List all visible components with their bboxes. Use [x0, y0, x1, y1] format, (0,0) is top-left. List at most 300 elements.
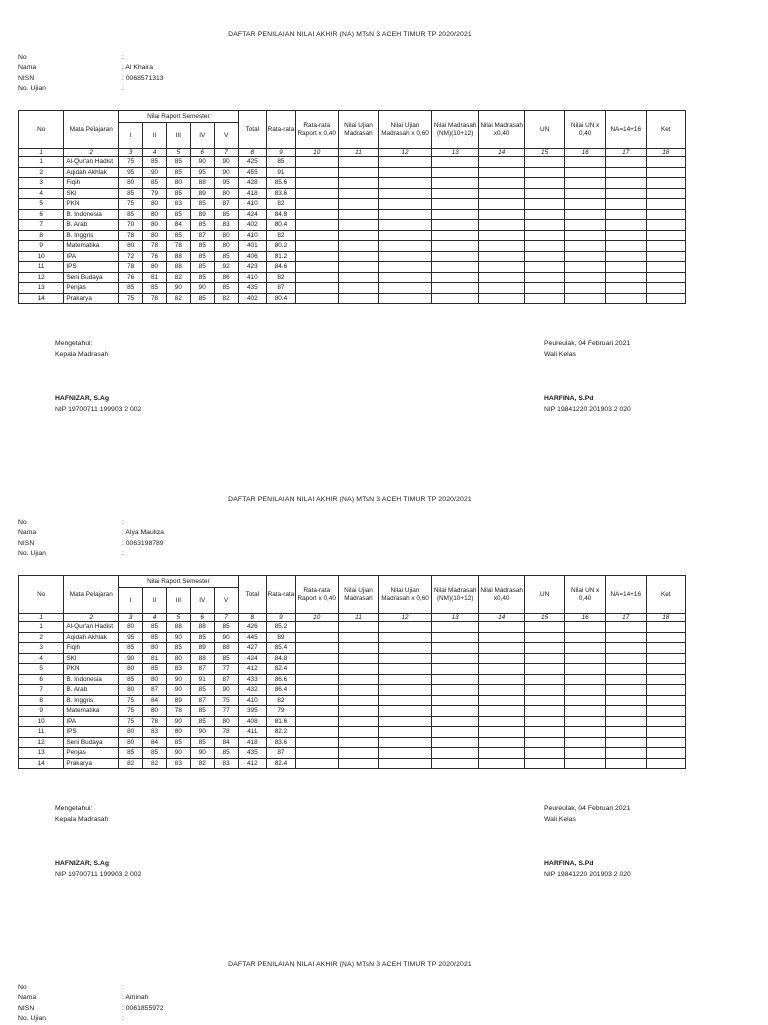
header-semester: III [166, 588, 190, 614]
grade-cell: 80 [143, 220, 167, 231]
grade-cell [338, 727, 379, 738]
header-ujian-x: Nilai Ujian Madrasah x 0,60 [379, 576, 432, 614]
subject-cell: B. Arab [64, 685, 119, 696]
field-label: No [18, 984, 27, 991]
grade-cell [605, 262, 646, 273]
grade-cell: 1 [19, 622, 64, 633]
header-semester: V [214, 588, 238, 614]
grade-table [18, 575, 686, 769]
column-index: 1 [19, 614, 64, 622]
column-index: 8 [238, 149, 267, 157]
grade-cell [295, 748, 338, 759]
grade-cell: 428 [238, 178, 267, 189]
column-index: 18 [646, 149, 686, 157]
column-index: 8 [238, 614, 267, 622]
grade-cell: 79 [143, 188, 167, 199]
grade-cell [379, 283, 432, 294]
grade-cell [431, 706, 479, 717]
grade-cell: 435 [238, 748, 267, 759]
column-index: 9 [267, 149, 296, 157]
grade-cell [646, 209, 686, 220]
grade-cell [646, 283, 686, 294]
grade-cell: 85 [143, 632, 167, 643]
grade-cell [605, 220, 646, 231]
ujian-field [18, 549, 164, 559]
wali-label: Wali Kelas [544, 351, 576, 358]
header-rapor: Nilai Raport Semester [119, 576, 238, 588]
column-index: 13 [431, 149, 479, 157]
column-index: 16 [565, 614, 606, 622]
grade-cell: 75 [119, 157, 143, 168]
table-row [19, 664, 686, 675]
grade-cell: 80 [143, 199, 167, 210]
grade-cell [646, 664, 686, 675]
field-value: : [122, 519, 124, 526]
header-semester: IV [190, 588, 214, 614]
column-index: 14 [479, 614, 524, 622]
grade-cell [565, 748, 606, 759]
grade-cell: 7 [19, 220, 64, 231]
grade-cell [379, 241, 432, 252]
subject-cell: B. Inggris [64, 230, 119, 241]
header-nm: Nilai Madrasah (NM)(10+12) [431, 576, 479, 614]
grade-cell [646, 262, 686, 273]
grade-cell: 81.2 [267, 251, 296, 262]
grade-cell: 432 [238, 685, 267, 696]
grade-cell [565, 272, 606, 283]
grade-cell: 6 [19, 674, 64, 685]
grade-cell: 83 [214, 758, 238, 769]
grade-cell [565, 167, 606, 178]
field-value: : Al Khaira [122, 64, 153, 72]
grade-cell: 80.4 [267, 293, 296, 304]
grade-cell [295, 157, 338, 168]
grade-cell: 455 [238, 167, 267, 178]
grade-cell: 83 [143, 727, 167, 738]
grade-cell: 82 [119, 758, 143, 769]
grade-cell: 83 [166, 664, 190, 675]
grade-cell [338, 622, 379, 633]
grade-cell [605, 199, 646, 210]
grade-cell [565, 674, 606, 685]
grade-cell [605, 727, 646, 738]
field-label: NISN [18, 1004, 35, 1012]
column-index: 3 [119, 149, 143, 157]
grade-cell [479, 293, 524, 304]
grade-cell: 401 [238, 241, 267, 252]
grade-cell [565, 199, 606, 210]
field-value: : 0063198789 [122, 539, 164, 547]
grade-cell: 85 [214, 283, 238, 294]
grade-cell: 85 [166, 167, 190, 178]
grade-cell [479, 727, 524, 738]
grade-cell [338, 167, 379, 178]
grade-cell [646, 293, 686, 304]
grade-cell [565, 293, 606, 304]
grade-cell: 82 [267, 199, 296, 210]
grade-cell: 82 [190, 758, 214, 769]
subject-cell: IPS [64, 262, 119, 273]
grade-cell: 87 [190, 664, 214, 675]
grade-cell: 85 [190, 716, 214, 727]
grade-cell: 85.6 [267, 178, 296, 189]
table-row [19, 632, 686, 643]
grade-cell [295, 716, 338, 727]
grade-cell [379, 664, 432, 675]
grade-cell: 77 [214, 706, 238, 717]
grade-cell [295, 188, 338, 199]
grade-cell [479, 209, 524, 220]
ujian-field [18, 1014, 164, 1024]
grade-cell [479, 251, 524, 262]
grade-cell: 410 [238, 272, 267, 283]
grade-cell: 85.4 [267, 643, 296, 654]
grade-cell [379, 167, 432, 178]
grade-cell [295, 178, 338, 189]
grade-cell: 88 [190, 653, 214, 664]
grade-cell: 84 [143, 695, 167, 706]
table-row [19, 199, 686, 210]
grade-cell: 82.2 [267, 727, 296, 738]
grade-cell [646, 716, 686, 727]
grade-cell [295, 622, 338, 633]
grade-cell: 2 [19, 632, 64, 643]
grade-cell: 85 [143, 664, 167, 675]
grade-cell: 80 [119, 737, 143, 748]
grade-cell [605, 695, 646, 706]
grade-cell [379, 199, 432, 210]
subject-cell: Fiqih [64, 178, 119, 189]
grade-cell: 427 [238, 643, 267, 654]
nama-field [18, 63, 164, 73]
subject-cell: Al-Qur'an Hadist [64, 622, 119, 633]
grade-cell: 3 [19, 643, 64, 654]
field-label: No. Ujian [18, 550, 46, 558]
grade-cell: 85 [119, 209, 143, 220]
grade-cell: 90 [190, 283, 214, 294]
grade-cell [565, 653, 606, 664]
grade-cell: 86 [214, 272, 238, 283]
header-semester: V [214, 123, 238, 149]
table-row [19, 283, 686, 294]
grade-cell: 85 [166, 157, 190, 168]
grade-cell [431, 283, 479, 294]
grade-cell [565, 241, 606, 252]
grade-cell: 80 [143, 209, 167, 220]
grade-cell [479, 716, 524, 727]
grade-cell: 87 [214, 199, 238, 210]
grade-cell [379, 157, 432, 168]
table-row [19, 230, 686, 241]
grade-cell: 90 [143, 167, 167, 178]
grade-cell: 5 [19, 664, 64, 675]
subject-cell: Prakarya [64, 293, 119, 304]
table-row [19, 643, 686, 654]
grade-cell: 80.2 [267, 241, 296, 252]
grade-cell: 85 [143, 622, 167, 633]
table-row [19, 622, 686, 633]
grade-cell [605, 230, 646, 241]
grade-cell [338, 716, 379, 727]
grade-cell [379, 706, 432, 717]
grade-cell [295, 758, 338, 769]
grade-cell [431, 188, 479, 199]
student-info [18, 518, 164, 560]
field-value: : 0061855972 [122, 1004, 164, 1012]
grade-cell: 75 [119, 716, 143, 727]
header-ket: Ket [646, 576, 686, 614]
subject-cell: Fiqih [64, 643, 119, 654]
column-index: 10 [295, 614, 338, 622]
grade-cell [431, 716, 479, 727]
nama-field [18, 993, 164, 1003]
grade-cell: 9 [19, 706, 64, 717]
grade-cell [295, 262, 338, 273]
grade-cell: 95 [119, 167, 143, 178]
grade-cell [295, 209, 338, 220]
grade-cell [295, 653, 338, 664]
header-nm: Nilai Madrasah (NM)(10+12) [431, 111, 479, 149]
grade-cell: 80 [214, 241, 238, 252]
place-date: Peureulak, 04 Februari 2021 [544, 340, 631, 347]
header-ujian-x: Nilai Ujian Madrasah x 0,60 [379, 111, 432, 149]
grade-cell: 2 [19, 167, 64, 178]
grade-cell: 80 [143, 674, 167, 685]
grade-cell [524, 748, 565, 759]
kepala-label: Kepala Madrasah [55, 816, 109, 823]
grade-cell [295, 220, 338, 231]
grade-cell [295, 685, 338, 696]
grade-cell [338, 695, 379, 706]
grade-cell: 79 [267, 706, 296, 717]
field-label: NISN [18, 74, 35, 82]
grade-cell: 5 [19, 199, 64, 210]
grade-cell [338, 220, 379, 231]
grade-cell: 85 [166, 188, 190, 199]
grade-cell [565, 230, 606, 241]
grade-cell: 80.4 [267, 220, 296, 231]
grade-cell: 91 [190, 674, 214, 685]
grade-cell: 13 [19, 748, 64, 759]
grade-cell [646, 653, 686, 664]
grade-cell [524, 209, 565, 220]
grade-cell [605, 685, 646, 696]
column-index: 2 [64, 614, 119, 622]
kepala-name: HAFNIZAR, S.Ag [55, 395, 109, 402]
grade-cell: 433 [238, 674, 267, 685]
grade-cell [338, 293, 379, 304]
grade-cell [379, 653, 432, 664]
column-index: 5 [166, 614, 190, 622]
grade-cell [524, 632, 565, 643]
grade-cell: 410 [238, 230, 267, 241]
student-info [18, 983, 164, 1025]
grade-cell: 89 [190, 643, 214, 654]
grade-cell: 89 [190, 188, 214, 199]
field-value: : [122, 984, 124, 991]
grade-cell [479, 748, 524, 759]
grade-cell: 75 [119, 293, 143, 304]
grade-cell [646, 199, 686, 210]
grade-cell [646, 674, 686, 685]
grade-cell: 78 [143, 241, 167, 252]
grade-cell: 85 [166, 209, 190, 220]
grade-cell: 78 [143, 716, 167, 727]
grade-cell: 91 [267, 167, 296, 178]
grade-cell [431, 664, 479, 675]
grade-cell: 90 [166, 283, 190, 294]
field-label: Nama [18, 64, 37, 72]
grade-cell [295, 199, 338, 210]
grade-cell [431, 653, 479, 664]
table-row [19, 293, 686, 304]
table-row [19, 188, 686, 199]
grade-cell [524, 716, 565, 727]
grade-cell: 88 [166, 622, 190, 633]
grade-cell: 83.6 [267, 737, 296, 748]
grade-cell: 85 [190, 241, 214, 252]
grade-cell [338, 188, 379, 199]
grade-cell [295, 664, 338, 675]
kepala-name: HAFNIZAR, S.Ag [55, 860, 109, 867]
column-index: 11 [338, 149, 379, 157]
grade-cell: 85 [190, 293, 214, 304]
grade-cell [646, 685, 686, 696]
subject-cell: Aqidah Akhlak [64, 632, 119, 643]
subject-cell: Aqidah Akhlak [64, 167, 119, 178]
document-title: DAFTAR PENILAIAN NILAI AKHIR (NA) MTsN 3 ACEH TIMUR TP 2020/2021 [228, 31, 472, 38]
grade-cell [431, 167, 479, 178]
grade-cell: 82.4 [267, 758, 296, 769]
grade-cell [431, 251, 479, 262]
grade-cell [646, 157, 686, 168]
grade-cell: 90 [214, 157, 238, 168]
grade-cell [379, 209, 432, 220]
grade-cell: 402 [238, 220, 267, 231]
column-index: 12 [379, 149, 432, 157]
grade-cell: 85 [214, 748, 238, 759]
grade-cell [565, 622, 606, 633]
grade-cell [379, 685, 432, 696]
grade-cell [379, 188, 432, 199]
grade-cell [431, 220, 479, 231]
field-label: Nama [18, 529, 37, 537]
grade-cell [605, 716, 646, 727]
grade-cell [295, 167, 338, 178]
grade-cell [479, 706, 524, 717]
grade-cell [338, 632, 379, 643]
grade-cell [338, 685, 379, 696]
table-row [19, 737, 686, 748]
grade-cell [295, 643, 338, 654]
subject-cell: Matematika [64, 706, 119, 717]
column-index: 17 [605, 149, 646, 157]
no-field [18, 983, 164, 993]
grade-cell [379, 262, 432, 273]
grade-cell [524, 293, 565, 304]
grade-cell: 426 [238, 622, 267, 633]
grade-cell: 402 [238, 293, 267, 304]
grade-cell: 89 [267, 632, 296, 643]
grade-cell [524, 283, 565, 294]
table-row [19, 178, 686, 189]
grade-cell: 412 [238, 664, 267, 675]
grade-cell [565, 716, 606, 727]
nisn-field [18, 1004, 164, 1014]
grade-cell [431, 632, 479, 643]
grade-cell: 4 [19, 188, 64, 199]
subject-cell: PKN [64, 199, 119, 210]
grade-cell [524, 653, 565, 664]
grade-cell: 80 [119, 178, 143, 189]
header-un: UN [524, 576, 565, 614]
grade-cell: 82.4 [267, 664, 296, 675]
header-rapor: Nilai Raport Semester [119, 111, 238, 123]
grade-cell: 84.6 [267, 262, 296, 273]
grade-cell: 90 [166, 632, 190, 643]
wali-nip: NIP 19841220 201903 2 020 [544, 871, 631, 878]
grade-cell: 435 [238, 283, 267, 294]
field-label: Nama [18, 994, 37, 1002]
grade-cell: 85 [267, 157, 296, 168]
table-row [19, 685, 686, 696]
grade-cell [479, 674, 524, 685]
grade-cell [524, 706, 565, 717]
grade-cell: 82 [166, 293, 190, 304]
grade-cell [646, 178, 686, 189]
column-index: 2 [64, 149, 119, 157]
grade-cell: 81 [143, 653, 167, 664]
grade-cell [479, 272, 524, 283]
grade-cell: 75 [119, 695, 143, 706]
grade-cell [565, 262, 606, 273]
table-row [19, 653, 686, 664]
header-na: NA=14+16 [605, 576, 646, 614]
header-no: No [19, 576, 64, 614]
grade-cell: 88 [190, 178, 214, 189]
grade-cell [565, 220, 606, 231]
grade-cell [338, 706, 379, 717]
grade-cell [646, 188, 686, 199]
subject-cell: Prakarya [64, 758, 119, 769]
grade-cell: 82 [267, 230, 296, 241]
grade-cell: 408 [238, 716, 267, 727]
kepala-nip: NIP 19700711 199903 2 002 [55, 871, 142, 878]
table-row [19, 695, 686, 706]
grade-cell: 445 [238, 632, 267, 643]
grade-cell: 412 [238, 758, 267, 769]
subject-cell: IPA [64, 251, 119, 262]
header-raport-x: Rata-rata Raport x 0,40 [295, 576, 338, 614]
header-na: NA=14+16 [605, 111, 646, 149]
grade-cell [431, 727, 479, 738]
subject-cell: IPS [64, 727, 119, 738]
table-row [19, 716, 686, 727]
column-index: 18 [646, 614, 686, 622]
grade-cell [605, 643, 646, 654]
grade-cell [565, 685, 606, 696]
grade-cell [605, 167, 646, 178]
column-index: 7 [214, 149, 238, 157]
grade-cell: 90 [190, 157, 214, 168]
grade-cell: 85 [190, 262, 214, 273]
place-date: Peureulak, 04 Februari 2021 [544, 805, 631, 812]
grade-cell: 10 [19, 251, 64, 262]
grade-cell: 87 [267, 748, 296, 759]
grade-cell: 89 [166, 695, 190, 706]
grade-cell: 406 [238, 251, 267, 262]
grade-cell: 85 [214, 251, 238, 262]
